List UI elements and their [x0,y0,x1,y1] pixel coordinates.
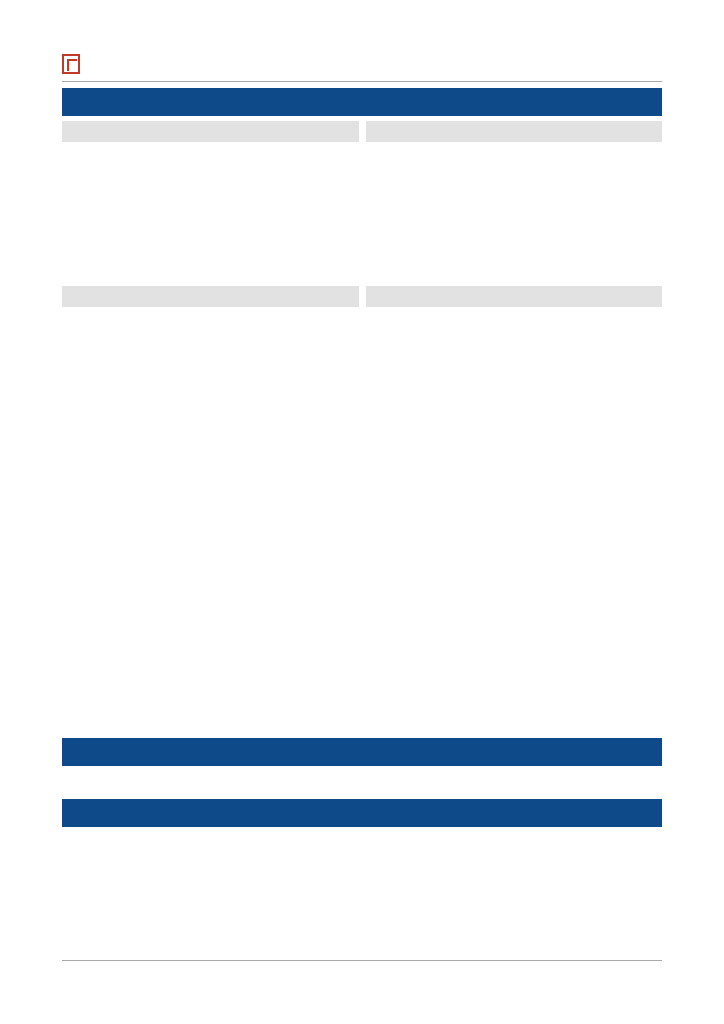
pie-header [62,121,359,142]
pie-charts [62,145,359,280]
section-bar-history [62,799,662,827]
section-bar-method [62,738,662,766]
debt-term-bar-chart [62,308,359,438]
section-bar-main-indicators [62,88,662,116]
page-header [62,52,662,82]
regional-header [366,286,662,307]
company-logo-icon [62,54,80,74]
page-footer [62,960,662,991]
debt-term-header [62,286,359,307]
finance-header [366,121,662,142]
